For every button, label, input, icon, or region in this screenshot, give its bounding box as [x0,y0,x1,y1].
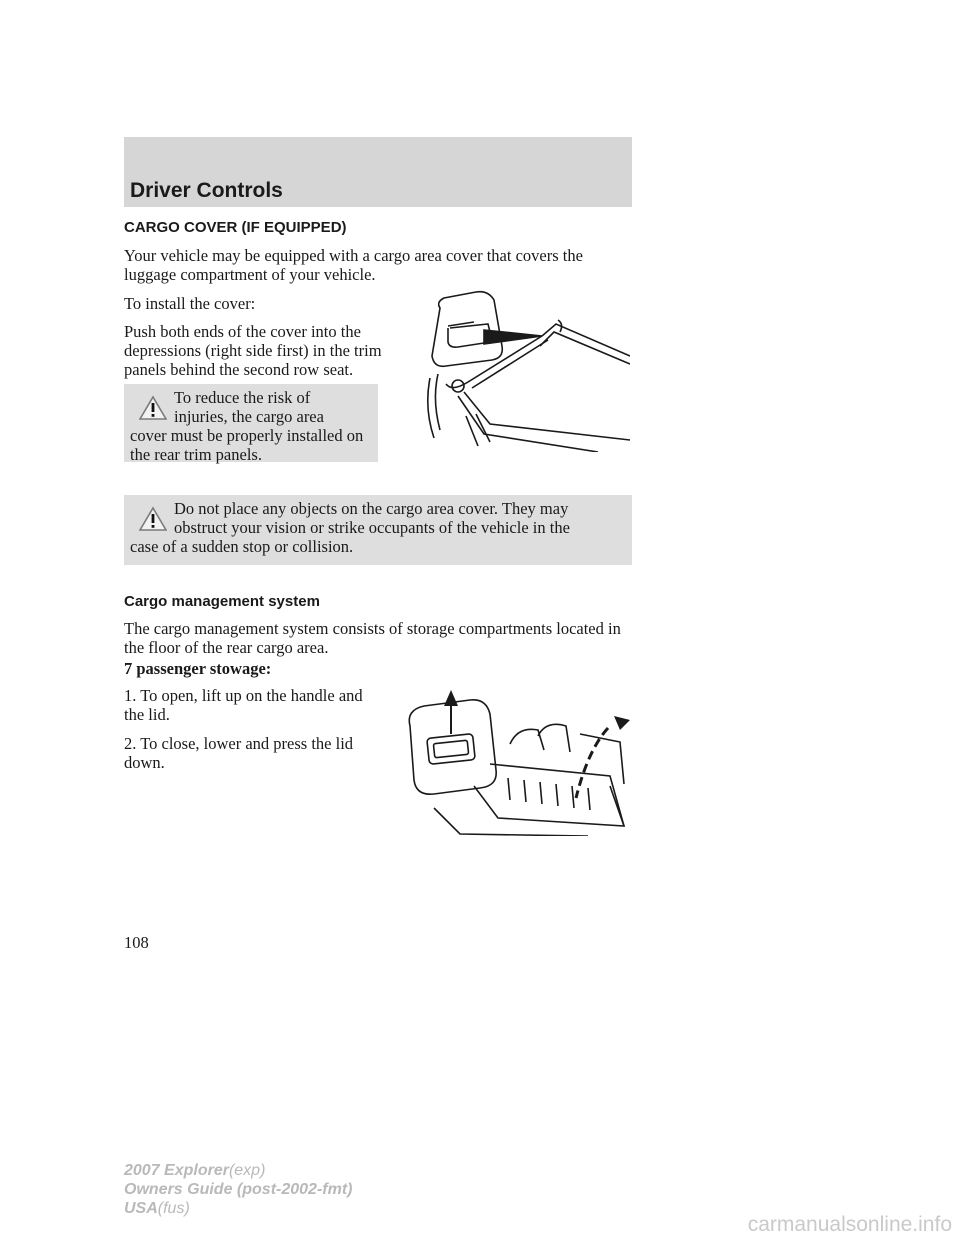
cargo-cover-heading: CARGO COVER (IF EQUIPPED) [124,219,347,236]
warning-1-line-2: injuries, the cargo area [174,407,324,426]
install-step: Push both ends of the cover into the depressions (right side first) in the trim panels behind the second row seat. [124,322,382,379]
warning-2-rest: case of a sudden stop or collision. [130,537,354,556]
warning-1-rest: cover must be properly installed on the rear trim panels. [130,426,364,464]
footer-market: USA [124,1200,158,1217]
page-number: 108 [124,933,149,952]
stowage-step-2: 2. To close, lower and press the lid down. [124,734,354,772]
cargo-management-heading: Cargo management system [124,593,320,610]
section-header-band [124,137,632,207]
install-lead: To install the cover: [124,294,256,313]
document-footer [124,1161,352,1218]
footer-model-code: (exp) [228,1162,266,1179]
footer-model: 2007 Explorer [124,1162,229,1179]
warning-2-line-1: Do not place any objects on the cargo area cover. They may [174,499,569,518]
cargo-management-illustration [398,690,630,836]
warning-box-cargo-cover-objects [124,495,632,565]
warning-2-line-2: obstruct your vision or strike occupants of the vehicle in the [174,518,570,537]
stowage-step-1: 1. To open, lift up on the handle and the lid. [124,686,363,724]
footer-market-code: (fus) [157,1200,190,1217]
stowage-subheading: 7 passenger stowage: [124,659,272,678]
cargo-cover-illustration [418,288,630,452]
warning-triangle-icon [139,395,167,421]
cargo-management-intro: The cargo management system consists of storage compartments located in the floor of the rear cargo area. [124,619,621,657]
section-title: Driver Controls [130,179,283,202]
warning-triangle-icon [139,506,167,532]
warning-box-cargo-cover-install [124,384,378,462]
cargo-cover-intro: Your vehicle may be equipped with a cargo area cover that covers the luggage compartment of your vehicle. [124,246,583,284]
footer-guide: Owners Guide (post-2002-fmt) [124,1181,353,1198]
watermark: carmanualsonline.info [747,1213,952,1236]
warning-1-line-1: To reduce the risk of [174,388,311,407]
